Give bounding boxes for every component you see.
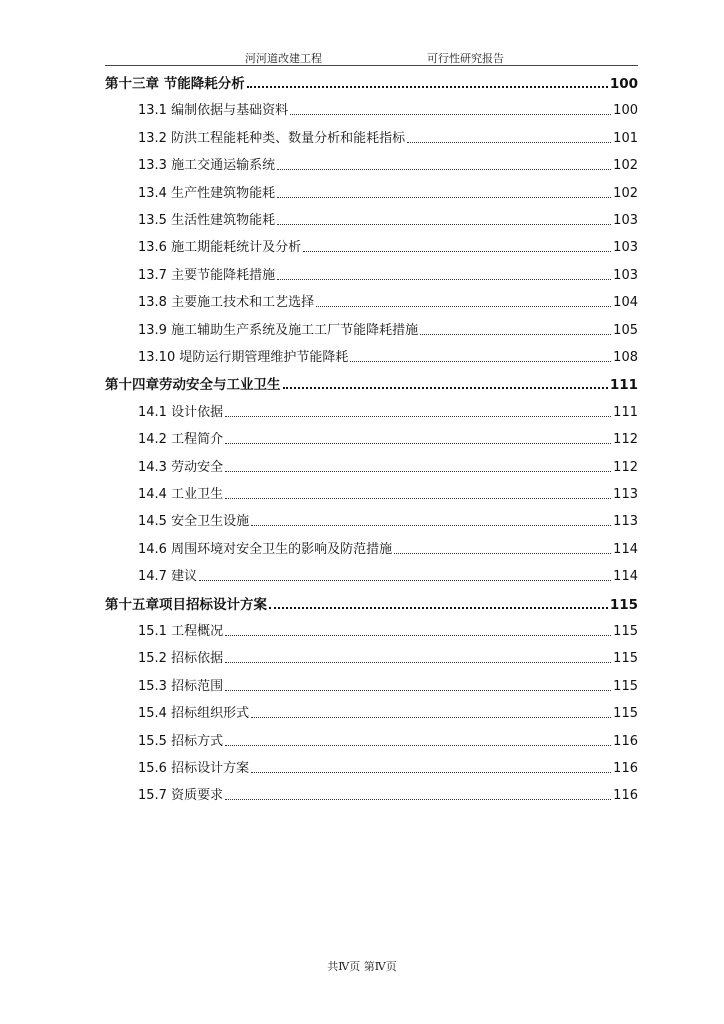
toc-entry-page-number: 100	[609, 76, 638, 92]
dot-leader	[225, 443, 611, 444]
page-header	[105, 47, 638, 66]
toc-entry-title: 13.8 主要施工技术和工艺选择	[138, 295, 315, 311]
toc-chapter-entry[interactable]	[105, 371, 638, 393]
toc-section-entry[interactable]	[138, 618, 638, 640]
toc-section-entry[interactable]	[138, 344, 638, 366]
toc-entry-title: 13.6 施工期能耗统计及分析	[138, 240, 302, 256]
toc-section-entry[interactable]	[138, 317, 638, 339]
toc-entry-title: 13.7 主要节能降耗措施	[138, 267, 276, 283]
dot-leader	[277, 279, 611, 280]
dot-leader	[225, 635, 611, 636]
toc-entry-title: 13.10 堤防运行期管理维护节能降耗	[138, 350, 349, 365]
toc-chapter-entry[interactable]	[105, 70, 638, 92]
dot-leader	[277, 169, 611, 170]
toc-entry-page-number: 116	[613, 733, 638, 749]
dot-leader	[303, 251, 611, 252]
dot-leader	[350, 361, 611, 362]
toc-entry-page-number: 115	[613, 624, 638, 639]
toc-section-entry[interactable]	[138, 97, 638, 119]
toc-section-entry[interactable]	[138, 536, 638, 558]
toc-section-entry[interactable]	[138, 207, 638, 229]
dot-leader	[277, 224, 611, 225]
toc-section-entry[interactable]	[138, 426, 638, 448]
toc-entry-page-number: 104	[613, 295, 638, 311]
toc-entry-page-number: 103	[613, 240, 638, 256]
toc-section-entry[interactable]	[138, 782, 638, 804]
toc-section-entry[interactable]	[138, 755, 638, 777]
toc-entry-title: 第十五章项目招标设计方案	[105, 596, 267, 613]
dot-leader	[225, 662, 611, 663]
toc-entry-title: 15.3 招标范围	[138, 678, 224, 694]
toc-entry-title: 15.5 招标方式	[138, 733, 224, 749]
toc-entry-page-number: 105	[613, 322, 638, 338]
toc-section-entry[interactable]	[138, 728, 638, 750]
toc-entry-title: 15.1 工程概况	[138, 624, 224, 639]
dot-leader	[420, 334, 611, 335]
dot-leader	[225, 498, 611, 499]
toc-entry-page-number: 102	[613, 185, 638, 201]
dot-leader	[277, 197, 611, 198]
dot-leader	[394, 553, 611, 554]
toc-entry-page-number: 101	[613, 130, 638, 146]
toc-section-entry[interactable]	[138, 481, 638, 503]
dot-leader	[225, 416, 611, 417]
toc-entry-page-number: 115	[613, 651, 638, 667]
toc-section-entry[interactable]	[138, 234, 638, 256]
toc-chapter-entry[interactable]	[105, 591, 638, 613]
toc-section-entry[interactable]	[138, 262, 638, 284]
toc-entry-page-number: 111	[609, 377, 638, 394]
toc-entry-title: 14.3 劳动安全	[138, 459, 224, 475]
toc-entry-page-number: 116	[613, 761, 638, 776]
toc-section-entry[interactable]	[138, 563, 638, 585]
toc-entry-page-number: 112	[613, 459, 638, 475]
dot-leader	[247, 86, 608, 88]
toc-entry-title: 15.4 招标组织形式	[138, 706, 250, 722]
toc-entry-title: 13.5 生活性建筑物能耗	[138, 213, 276, 228]
toc-entry-title: 13.9 施工辅助生产系统及施工工厂节能降耗措施	[138, 322, 419, 338]
toc-section-entry[interactable]	[138, 125, 638, 147]
toc-entry-page-number: 115	[613, 678, 638, 694]
toc-entry-title: 13.4 生产性建筑物能耗	[138, 185, 276, 201]
dot-leader	[251, 772, 611, 773]
toc-entry-page-number: 100	[613, 103, 638, 119]
toc-entry-title: 15.6 招标设计方案	[138, 761, 250, 776]
toc-entry-title: 14.4 工业卫生	[138, 487, 224, 502]
toc-entry-title: 13.3 施工交通运输系统	[138, 158, 276, 174]
toc-entry-title: 13.1 编制依据与基础资料	[138, 103, 289, 119]
toc-section-entry[interactable]	[138, 180, 638, 202]
dot-leader	[407, 142, 611, 143]
dot-leader	[225, 471, 611, 472]
toc-entry-page-number: 114	[613, 541, 638, 557]
dot-leader	[316, 306, 611, 307]
toc-entry-page-number: 114	[613, 569, 638, 585]
toc-section-entry[interactable]	[138, 399, 638, 421]
toc-section-entry[interactable]	[138, 673, 638, 695]
dot-leader	[225, 690, 611, 691]
dot-leader	[225, 799, 611, 800]
header-project-name: 河河道改建工程	[245, 52, 322, 65]
toc-section-entry[interactable]	[138, 152, 638, 174]
toc-entry-title: 14.2 工程简介	[138, 432, 224, 448]
dot-leader	[251, 717, 611, 718]
toc-entry-title: 第十三章 节能降耗分析	[105, 76, 245, 92]
toc-entry-title: 14.6 周围环境对安全卫生的影响及防范措施	[138, 541, 393, 557]
toc-entry-title: 14.5 安全卫生设施	[138, 514, 250, 530]
toc-entry-page-number: 112	[613, 432, 638, 448]
page-footer: 共Ⅳ页 第Ⅳ页	[327, 960, 397, 973]
dot-leader	[283, 387, 608, 389]
dot-leader	[269, 607, 608, 609]
toc-section-entry[interactable]	[138, 289, 638, 311]
dot-leader	[199, 580, 611, 581]
toc-section-entry[interactable]	[138, 645, 638, 667]
toc-entry-page-number: 113	[613, 514, 638, 530]
dot-leader	[251, 525, 611, 526]
toc-entry-title: 15.7 资质要求	[138, 788, 224, 804]
toc-section-entry[interactable]	[138, 508, 638, 530]
toc-entry-page-number: 115	[609, 596, 638, 613]
toc-entry-title: 第十四章劳动安全与工业卫生	[105, 377, 281, 394]
toc-entry-title: 15.2 招标依据	[138, 651, 224, 667]
toc-entry-page-number: 108	[613, 350, 638, 365]
header-report-type: 可行性研究报告	[427, 52, 504, 65]
toc-entry-page-number: 102	[613, 158, 638, 174]
toc-section-entry[interactable]	[138, 454, 638, 476]
toc-entry-page-number: 116	[613, 788, 638, 804]
toc-entry-page-number: 103	[613, 213, 638, 228]
toc-section-entry[interactable]	[138, 700, 638, 722]
dot-leader	[290, 114, 611, 115]
dot-leader	[225, 745, 611, 746]
toc-entry-page-number: 115	[613, 706, 638, 722]
toc-entry-page-number: 111	[613, 404, 638, 420]
toc-entry-title: 14.7 建议	[138, 569, 198, 585]
toc-entry-title: 14.1 设计依据	[138, 404, 224, 420]
toc-entry-title: 13.2 防洪工程能耗种类、数量分析和能耗指标	[138, 130, 406, 146]
toc-entry-page-number: 103	[613, 267, 638, 283]
toc-entry-page-number: 113	[613, 487, 638, 502]
